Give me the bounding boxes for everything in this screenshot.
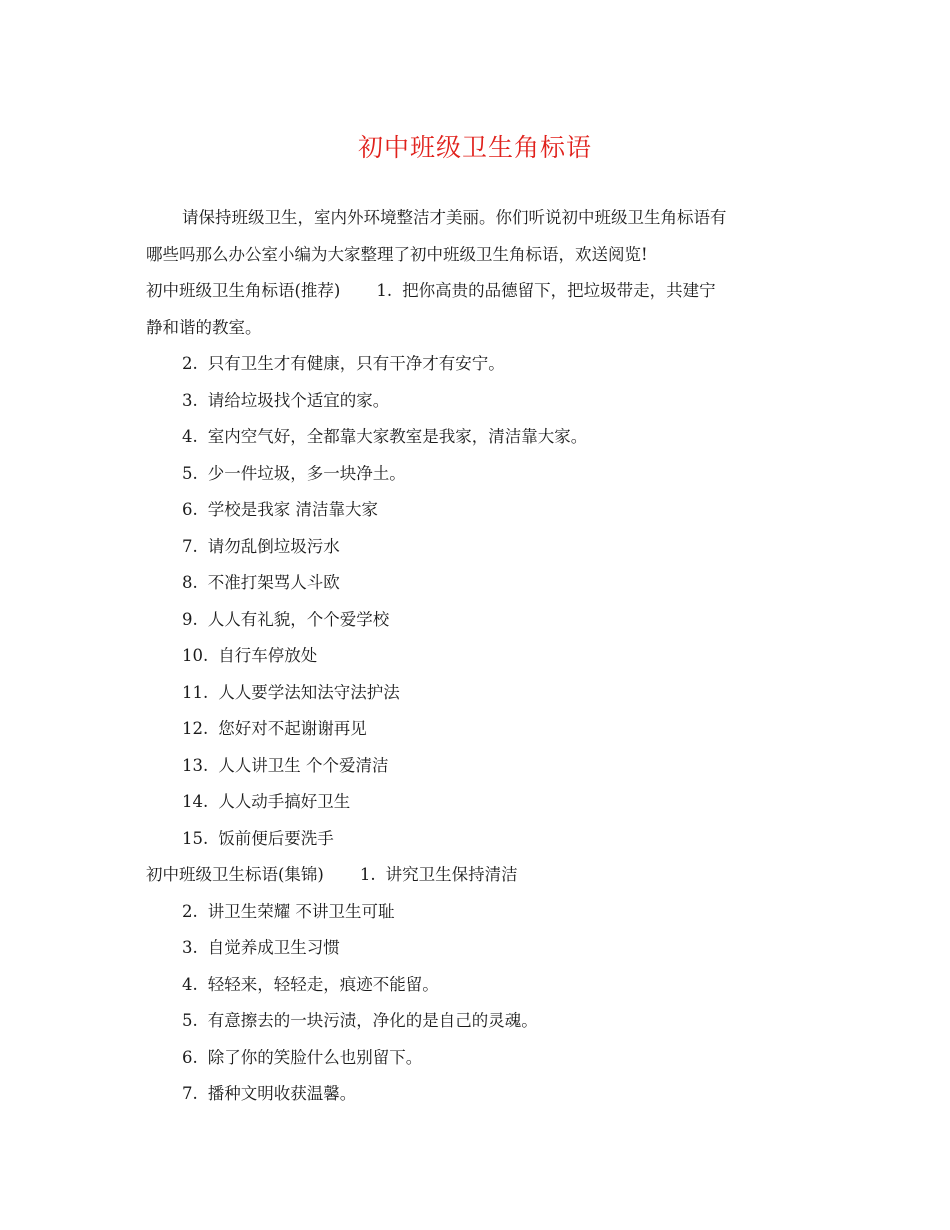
intro-paragraph-line-1: 请保持班级卫生，室内外环境整洁才美丽。你们听说初中班级卫生角标语有	[182, 208, 727, 227]
item-text: 学校是我家 清洁靠大家	[207, 500, 378, 519]
section-1-item-1-continuation: 静和谐的教室。	[146, 317, 262, 337]
item-number: 4.	[182, 427, 198, 446]
item-text: 自觉养成卫生习惯	[207, 938, 340, 957]
item-number: 6.	[182, 1047, 198, 1067]
item-number: 3.	[182, 390, 198, 410]
item-text: 您好对不起谢谢再见	[218, 719, 367, 738]
item-number: 5.	[182, 1011, 198, 1030]
item-text: 有意擦去的一块污渍，净化的是自己的灵魂。	[207, 1011, 538, 1030]
item-text: 人人动手搞好卫生	[218, 792, 351, 811]
intro-paragraph-line-2: 哪些吗那么办公室小编为大家整理了初中班级卫生角标语，欢送阅览!	[146, 244, 648, 264]
item-text: 人人要学法知法守法护法	[218, 682, 400, 702]
item-number: 7.	[182, 536, 198, 556]
list-item	[146, 346, 810, 383]
list-item	[146, 1040, 810, 1077]
list-item	[146, 456, 810, 493]
item-number: 9.	[182, 609, 198, 629]
item-number: 10.	[182, 646, 209, 665]
section-1-heading-line	[146, 273, 810, 310]
item-number: 1.	[376, 281, 393, 300]
section-2-heading: 初中班级卫生标语(集锦)	[146, 865, 324, 884]
item-text: 播种文明收获温馨。	[207, 1084, 357, 1103]
list-item	[146, 894, 810, 931]
item-text: 人人有礼貌，个个爱学校	[207, 609, 390, 629]
list-item	[146, 602, 810, 639]
list-item	[146, 419, 810, 456]
item-text: 讲究卫生保持清洁	[385, 865, 518, 884]
item-text: 只有卫生才有健康，只有干净才有安宁。	[207, 354, 505, 373]
list-item	[146, 784, 810, 821]
list-item	[146, 1076, 810, 1113]
document-title: 初中班级卫生角标语	[357, 133, 592, 162]
list-item	[146, 1003, 810, 1040]
item-number: 14.	[182, 792, 209, 811]
section-2-list	[146, 894, 810, 1113]
item-text: 轻轻来，轻轻走，痕迹不能留。	[207, 974, 439, 994]
section-2-heading-line	[146, 857, 810, 894]
list-item	[146, 638, 810, 675]
item-text: 人人讲卫生 个个爱清洁	[218, 755, 389, 775]
item-text: 请勿乱倒垃圾污水	[207, 536, 340, 556]
list-item	[146, 529, 810, 566]
item-text: 请给垃圾找个适宜的家。	[207, 390, 390, 410]
item-number: 1.	[359, 865, 376, 884]
item-text: 不准打架骂人斗欧	[207, 573, 340, 592]
item-text: 讲卫生荣耀 不讲卫生可耻	[207, 901, 395, 921]
list-item	[146, 821, 810, 858]
list-item	[146, 675, 810, 712]
item-text: 室内空气好，全都靠大家教室是我家，清洁靠大家。	[207, 427, 588, 446]
item-text: 除了你的笑脸什么也别留下。	[207, 1047, 423, 1067]
item-text: 少一件垃圾，多一块净土。	[207, 463, 406, 483]
item-text: 把你高贵的品德留下，把垃圾带走，共建宁	[402, 281, 716, 300]
list-item	[146, 383, 810, 420]
item-number: 4.	[182, 974, 198, 994]
list-item	[146, 565, 810, 602]
list-item	[146, 492, 810, 529]
item-number: 6.	[182, 500, 198, 519]
item-number: 2.	[182, 354, 198, 373]
list-item	[146, 748, 810, 785]
item-number: 8.	[182, 573, 198, 592]
item-number: 11.	[182, 682, 209, 702]
item-number: 3.	[182, 938, 198, 957]
document-body	[146, 200, 810, 1113]
item-number: 13.	[182, 755, 209, 775]
item-number: 7.	[182, 1084, 198, 1103]
item-number: 2.	[182, 901, 198, 921]
section-1-list	[146, 346, 810, 857]
list-item	[146, 930, 810, 967]
item-text: 饭前便后要洗手	[218, 828, 334, 848]
list-item	[146, 711, 810, 748]
item-text: 自行车停放处	[218, 646, 318, 665]
list-item	[146, 967, 810, 1004]
item-number: 12.	[182, 719, 209, 738]
item-number: 5.	[182, 463, 198, 483]
item-number: 15.	[182, 828, 209, 848]
section-1-heading: 初中班级卫生角标语(推荐)	[146, 281, 341, 300]
